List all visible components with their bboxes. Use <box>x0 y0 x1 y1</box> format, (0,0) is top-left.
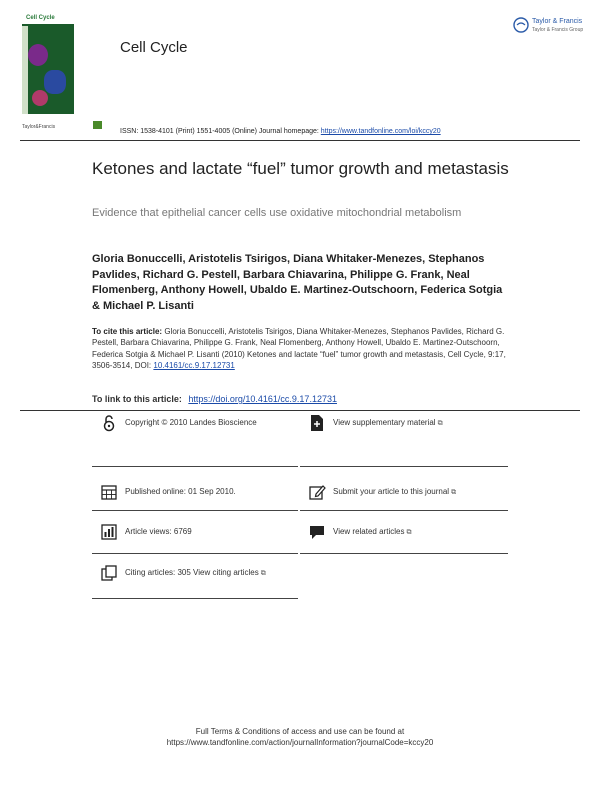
published-cell <box>100 483 300 513</box>
views-text: Article views: 6769 <box>125 527 192 536</box>
cite-text: Gloria Bonuccelli, Aristotelis Tsirigos, Diana Whitaker-Menezes, Stephanos Pavlides, Richard G. Pestell, Barbara Chiavarina, Philippe G. Frank, Neal Flomenberg, Anthony Howell, Ubaldo E. Martinez-Outschoorn, Federica Sotgia & Michael P. Lisanti (2010) Ketones and lactate “fuel” tumor growth and metastasis, Cell Cycle, 9:17, 3506-3514, DOI: <box>92 327 506 371</box>
publisher-logo-icon <box>512 16 530 34</box>
issn-line: ISSN: 1538-4101 (Print) 1551-4005 (Online) Journal homepage: https://www.tandfonline.com/loi/kccy20 <box>120 128 441 135</box>
article-subtitle: Evidence that epithelial cancer cells use oxidative mitochondrial metabolism <box>92 207 462 219</box>
citing-cell[interactable] <box>100 564 300 594</box>
citing-articles-icon <box>100 564 118 582</box>
divider <box>300 510 508 511</box>
article-doi-link[interactable]: https://doi.org/10.4161/cc.9.17.12731 <box>188 394 337 404</box>
link-label: To link to this article: <box>92 394 182 404</box>
submit-text[interactable]: Submit your article to this journal ⧉ <box>333 487 457 496</box>
cite-label: To cite this article: <box>92 327 163 336</box>
cover-title: Cell Cycle <box>26 15 55 21</box>
submit-cell[interactable] <box>308 483 508 513</box>
citation-block <box>92 326 512 372</box>
article-title: Ketones and lactate “fuel” tumor growth and metastasis <box>92 159 509 178</box>
views-cell <box>100 523 300 553</box>
supplementary-cell[interactable] <box>308 414 508 444</box>
supplementary-file-icon <box>308 414 326 432</box>
tiny-publisher-logo: Taylor&Francis <box>22 124 56 130</box>
published-text: Published online: 01 Sep 2010. <box>125 487 236 496</box>
article-link-line <box>92 394 337 404</box>
publisher-mark-icon <box>93 121 102 129</box>
cite-doi-link[interactable]: 10.4161/cc.9.17.12731 <box>153 361 235 371</box>
edit-icon <box>308 483 326 501</box>
copyright-cell <box>100 414 300 444</box>
copyright-text: Copyright © 2010 Landes Bioscience <box>125 418 257 427</box>
divider <box>92 466 298 467</box>
article-authors: Gloria Bonuccelli, Aristotelis Tsirigos, Diana Whitaker-Menezes, Stephanos Pavlides, Richard G. Pestell, Barbara Chiavarina, Philippe G. Frank, Neal Flomenberg, Anthony Howell, Ubaldo E. Martinez-Outschoorn, Federica Sotgia & Michael P. Lisanti <box>92 253 503 312</box>
divider <box>92 598 298 599</box>
journal-homepage-link[interactable]: https://www.tandfonline.com/loi/kccy20 <box>320 128 441 135</box>
external-link-icon: ⧉ <box>406 529 412 536</box>
footer-terms-link[interactable]: https://www.tandfonline.com/action/journalInformation?journalCode=kccy20 <box>166 738 434 747</box>
journal-name: Cell Cycle <box>120 39 188 56</box>
footer <box>0 726 600 748</box>
footer-line-1: Full Terms & Conditions of access and use can be found at <box>195 727 405 736</box>
bar-chart-icon <box>100 523 118 541</box>
divider <box>92 510 298 511</box>
divider <box>92 553 298 554</box>
related-text[interactable]: View related articles ⧉ <box>333 527 412 536</box>
supplementary-text[interactable]: View supplementary material ⧉ <box>333 418 443 427</box>
external-link-icon: ⧉ <box>437 420 443 427</box>
external-link-icon: ⧉ <box>451 489 457 496</box>
publisher-name: Taylor & Francis Taylor & Francis Group <box>532 18 584 33</box>
header-divider <box>20 140 580 141</box>
article-divider <box>20 410 580 411</box>
divider <box>300 466 508 467</box>
divider <box>300 553 508 554</box>
related-cell[interactable] <box>308 523 508 553</box>
open-access-lock-icon <box>100 414 118 432</box>
external-link-icon: ⧉ <box>260 570 266 577</box>
journal-cover-image <box>22 14 74 114</box>
citing-text[interactable]: Citing articles: 305 View citing articles ⧉ <box>125 568 266 577</box>
calendar-icon <box>100 483 118 501</box>
related-articles-icon <box>308 523 326 541</box>
